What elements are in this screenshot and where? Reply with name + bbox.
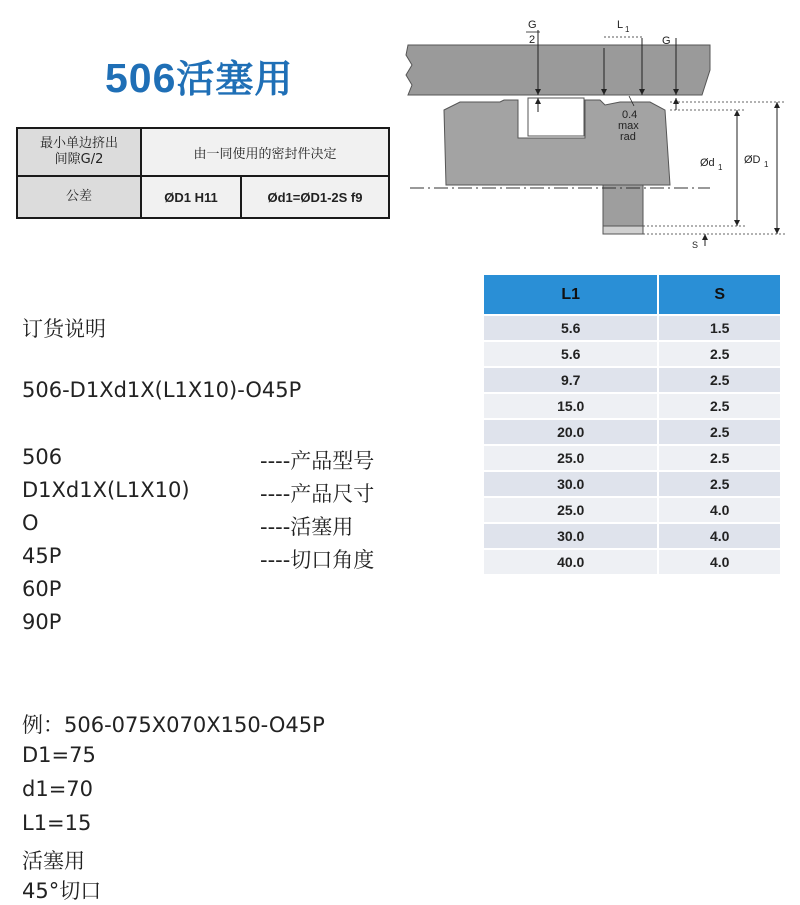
title-number: 506 (105, 55, 177, 101)
cell-l1: 40.0 (484, 548, 659, 574)
label-rad-3: rad (620, 131, 636, 143)
page-title (105, 48, 293, 103)
seal-cross-section-diagram (400, 10, 792, 250)
cell-l1: 30.0 (484, 470, 659, 496)
table-row (484, 522, 780, 548)
label-d1-small-sub: 1 (718, 163, 723, 172)
table-row (484, 418, 780, 444)
order-item-desc: ----活塞用 (260, 515, 354, 539)
cell-l1: 15.0 (484, 392, 659, 418)
spec-gap-value: 由一同使用的密封件决定 (141, 128, 389, 176)
table-row (484, 496, 780, 522)
order-item-code: 60P (22, 577, 62, 601)
label-l1: L (617, 19, 624, 31)
spec-tolerance-header: 公差 (17, 176, 141, 218)
col-header-s: S (659, 275, 780, 314)
label-g: G (662, 35, 671, 47)
spec-tolerance-d1: Ød1=ØD1-2S f9 (241, 176, 389, 218)
label-g-half-top: G (528, 19, 537, 31)
table-row (484, 444, 780, 470)
spec-gap-header: 最小单边挤出 间隙G/2 (17, 128, 141, 176)
cell-l1: 25.0 (484, 496, 659, 522)
label-l1-sub: 1 (625, 25, 630, 34)
cell-l1: 9.7 (484, 366, 659, 392)
order-item-desc: ----产品尺寸 (260, 482, 375, 506)
l1-s-table (484, 275, 780, 574)
order-item-code: 45P (22, 544, 62, 568)
order-item (22, 544, 375, 572)
cell-l1: 5.6 (484, 340, 659, 366)
order-item-code: D1Xd1X(L1X10) (22, 478, 190, 502)
table-row (484, 470, 780, 496)
spec-tolerance-D1: ØD1 H11 (141, 176, 241, 218)
example-line: d1=70 (22, 777, 94, 801)
diagram-svg (400, 10, 792, 250)
order-item-desc: ----切口角度 (260, 548, 375, 572)
order-code: 506-D1Xd1X(L1X10)-O45P (22, 378, 302, 402)
col-header-l1: L1 (484, 275, 659, 314)
cell-s: 2.5 (659, 418, 780, 444)
cell-s: 4.0 (659, 522, 780, 548)
table-row (484, 314, 780, 340)
cell-s: 2.5 (659, 340, 780, 366)
example-line: 例：506-075X070X150-O45P (22, 713, 325, 737)
example-line: 活塞用 (22, 849, 85, 873)
order-item-code: 90P (22, 610, 62, 634)
order-item-code: O (22, 511, 39, 535)
example-line: 45°切口 (22, 879, 102, 903)
label-D1-big: ØD (744, 154, 761, 166)
order-heading: 订货说明 (22, 317, 106, 341)
label-s: S (692, 240, 699, 250)
cell-s: 4.0 (659, 496, 780, 522)
label-rad-2: max (618, 120, 639, 132)
cell-s: 2.5 (659, 366, 780, 392)
cell-s: 2.5 (659, 470, 780, 496)
label-d1-small: Ød (700, 157, 715, 169)
housing-shape (406, 45, 710, 95)
spec-table (16, 127, 390, 219)
cell-l1: 20.0 (484, 418, 659, 444)
lower-ring-cap (603, 226, 643, 234)
label-D1-big-sub: 1 (764, 160, 769, 169)
order-item (22, 478, 375, 506)
table-row (484, 392, 780, 418)
cell-s: 2.5 (659, 444, 780, 470)
order-item (22, 577, 61, 601)
lower-ring (603, 185, 643, 230)
table-row (484, 340, 780, 366)
order-item-code: 506 (22, 445, 63, 469)
cell-s: 4.0 (659, 548, 780, 574)
table-row (484, 548, 780, 574)
order-item (22, 610, 61, 634)
order-item (22, 511, 354, 539)
label-g-half-bottom: 2 (529, 34, 536, 46)
label-rad-1: 0.4 (622, 109, 638, 121)
example-line: L1=15 (22, 811, 92, 835)
title-text: 活塞用 (176, 57, 294, 101)
order-item-desc: ----产品型号 (260, 449, 375, 473)
order-item (22, 445, 375, 473)
cell-l1: 30.0 (484, 522, 659, 548)
table-row (484, 366, 780, 392)
cell-s: 1.5 (659, 314, 780, 340)
cell-s: 2.5 (659, 392, 780, 418)
example-line: D1=75 (22, 743, 96, 767)
cell-l1: 25.0 (484, 444, 659, 470)
cell-l1: 5.6 (484, 314, 659, 340)
